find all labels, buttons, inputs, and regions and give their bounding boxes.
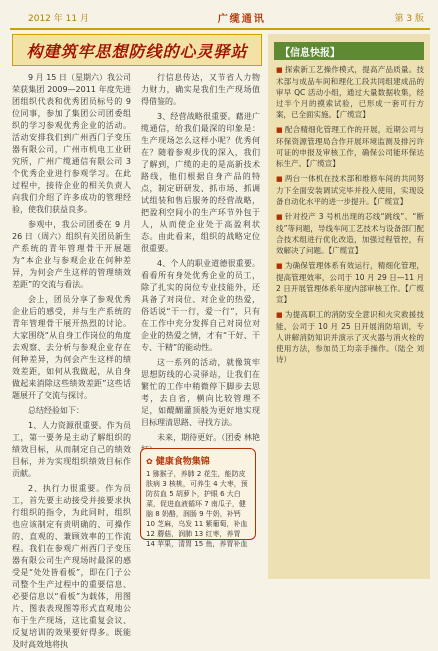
bullet-icon: ■ — [276, 126, 283, 134]
bullet-icon: ■ — [276, 175, 283, 183]
article-paragraph: 总结经验如下： — [28, 406, 84, 415]
info-item: ■ 为提高职工的消防安全意识和火灾救援技能，公司于 10 月 25 日开展消防培训，专人讲解消防知识并演示了灭火器与消火栓的使用方法，参加员工均亲手操作。（陆仝 刘诗） — [276, 310, 424, 364]
info-item: ■ 配合精细化管理工作的开展，近期公司与环保资源管理局合作开展环境监测及排污许可证的申报及审核工作，确保公司能环保达标生产。【广缆宣】 — [276, 125, 424, 168]
info-sidebar — [268, 34, 430, 579]
health-food-body: 1 猕猴子，养肺 2 花生，能防皮肤病 3 核桃，可养生 4 大枣，预防贫血 5 胡萝卜，护眼 6 大白菜，促进血液循环 7 南瓜子，健脑 8 奶酪，润肠 9 牛奶，补钙 10 芝麻，乌发 11 紫葡萄，补血 12 蘑菇，润肺 13 红枣，养胃 14 苹果，清胃 15 鱼，养胃补血 — [146, 470, 248, 548]
bullet-icon: ■ — [276, 66, 283, 74]
article-column-1 — [12, 72, 131, 649]
article-paragraph: 9 月 15 日（星期六）我公司荣获集团 2009—2011 年度先进团组织代表和优秀团员标号的 9 位同事，参加了集团公司团委组织的学习参观优秀企业的活动。活动安排我们到广州西门子变压器有限公司，广州市机电工业研究所，广州广缆通信有限公司 3 个优秀企业进行参观学习。在此过程中，接待企业的相关负责人向我们介绍了许多成功的管理经验，使我们获益良多。 — [12, 73, 131, 214]
issue-date: 2012 年 11 月 — [28, 13, 89, 24]
info-item: ■ 针对投产 3 号机出现的芯线“跳线”、“断线”等问题，导线车间工艺技术与设备部门配合技术组进行优化改造，加强过程管控，有效解决了问题。【广缆宣】 — [276, 212, 424, 255]
bullet-icon: ■ — [276, 311, 283, 319]
article-paragraph: 会上，团员分享了参观优秀企业后的感受，并与生产系统的青年管理骨干展开热烈的讨论。大家围绕“从自身工作岗位的角度去观察、去分析与参观企业存在何种差异，为何会产生这样的绩效差距，如何从我做起，从自身做起来消除这些绩效差距”这些话题展开了交流与探讨。 — [12, 295, 131, 400]
page-header — [10, 6, 430, 30]
article-paragraph: 3、经营战略很重要。藉进广缆通信，给我们最深的印象是：生产现场怎么这样小呢？优秀何在？随着参观步伐的深入，我们了解到，广缆的走的是高新技术路线，他们根据自身产品的特点，制定研研发、抓市场、抓调试组装和售后服务的经营战略，把盈利空间小的生产环节外包于人，从而使企业处于高盈利状态。由此看来，组织的战略定位很重要。 — [141, 112, 260, 253]
bullet-icon: ■ — [276, 262, 283, 270]
article-title: 构建筑牢思想防线的心灵驿站 — [26, 41, 248, 61]
health-food-heading: ✿ 健康食物集锦 — [146, 457, 210, 467]
article-paragraph: 行信息传达，又节省人力物力财力，确实是我们生产现场值得借鉴的。 — [141, 73, 260, 106]
article-paragraph: 1、人力资源很重要。作为员工，第一要务是主动了解组织的绩效目标，从而制定自己的绩效目标，并为实现组织绩效目标作贡献。 — [12, 421, 131, 478]
article-paragraph: 2、执行力很重要。作为员工，首先要主动接受并接要求执行组织的指令，为此同时，组织也应该制定有责明确的、可操作的、直观的、兼顾效率的工作流程。我们在参观广州西门子变压器有限公司生产现场时最深的感受是“处处皆看板”，即在门子公司整个生产过程中的重要信息、必要信息以“看板”为载体，用图片、图表表现图等形式直观地公布于生产现场，这比重复会议、反复培训的效果要好得多。既能及时高效地将执 — [12, 484, 131, 649]
article-paragraph: 4、个人的职业道德很重要。看看所有身处优秀企业的员工，除了扎实的岗位专业技能外，还具备了对岗位、对企业的热爱，俗话说“干一行，爱一行”，只有在工作中充分发挥自己对岗位对企业的热爱之情，才有“干好、干专、干精”的能动性。 — [141, 259, 260, 352]
info-item: ■ 两台一体机在技术部和维修车间的共同努力下全面安装调试完毕并投入使用，实现设备自动化水平的进一步提升。【广缆宣】 — [276, 174, 424, 206]
info-heading: 【信息快报】 — [274, 42, 424, 60]
article-signature: 未来，期待更好。（团委 林艳 — [157, 433, 260, 442]
info-item: ■ 为确保管理体系有效运行，精细化管理，提高管理效率，公司于 10 月 29 日—11 月 2 日开展管理体系年度内部审核工作。【广缆宣】 — [276, 261, 425, 304]
page-number: 第 3 版 — [394, 13, 424, 24]
bullet-icon: ■ — [276, 213, 283, 221]
info-list — [276, 64, 424, 369]
article-paragraph: 参观中，我公司团委在 9 月 26 日（周六）组织有关团员新生产系统的青年管理骨干开展题为“本企业与参观企业在何种差异，为何会产生这样的管理绩效差距”的交流与看法。 — [12, 220, 131, 289]
main-article — [12, 34, 260, 649]
health-food-box — [140, 448, 256, 548]
newsletter-name: 广缆通讯 — [217, 13, 266, 25]
article-title-band — [12, 34, 262, 66]
info-item: ■ 探索新工艺操作模式，提高产品质量。技术部与成品车间和理化工段共同组建成品的审早 QC 活动小组，通过大量数据收集，经过半个月的摸索试验，已形成一套可行方案，已全面实施。【广缆宣】 — [276, 65, 424, 119]
flower-icon: ✿ — [146, 457, 153, 466]
article-paragraph: 这一系列的活动，就像筑牢思想防线的心灵驿站，让我们在繁忙的工作中稍微停下脚步去思考，去自省，横向比较管理不足，如醍醐灌顶般为更好地实现目标理清思路、寻找方法。 — [141, 358, 260, 427]
